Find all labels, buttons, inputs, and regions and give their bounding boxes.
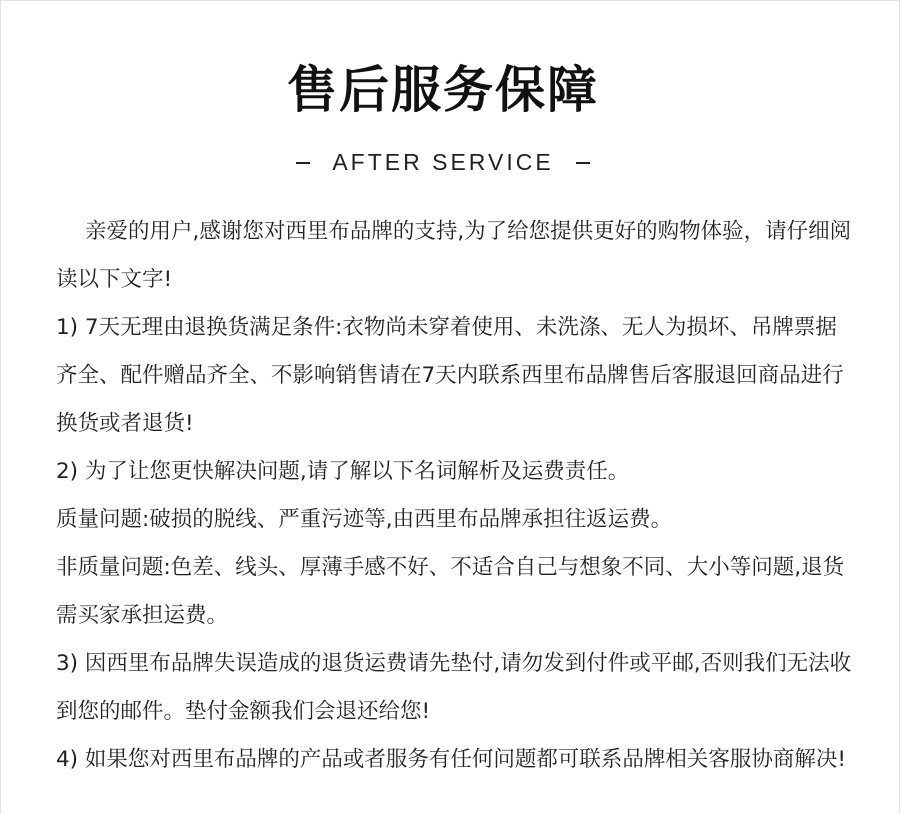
policy-item-2: 2) 为了让您更快解决问题,请了解以下名词解析及运费责任。 <box>56 459 630 484</box>
policy-item-3: 3) 因西里布品牌失误造成的退货运费请先垫付,请勿发到付件或平邮,否则我们无法收到您的邮件。垫付金额我们会退还给您! <box>56 651 852 724</box>
policy-text <box>56 208 856 784</box>
right-dash-decoration <box>576 162 590 164</box>
page-title: 售后服务保障 <box>287 61 599 119</box>
subtitle-text: AFTER SERVICE <box>332 149 554 175</box>
quality-issue-definition: 质量问题:破损的脱线、严重污迹等,由西里布品牌承担往返运费。 <box>56 507 673 532</box>
policy-item-4: 4) 如果您对西里布品牌的产品或者服务有任何问题都可联系品牌相关客服协商解决! <box>56 747 847 772</box>
non-quality-issue-definition: 非质量问题:色差、线头、厚薄手感不好、不适合自己与想象不同、大小等问题,退货需买家承担运费。 <box>56 555 845 628</box>
left-dash-decoration <box>296 162 310 164</box>
policy-item-1: 1) 7天无理由退换货满足条件:衣物尚未穿着使用、未洗涤、无人为损坏、吊牌票据齐全、配件赠品齐全、不影响销售请在7天内联系西里布品牌售后客服退回商品进行换货或者退货! <box>56 315 844 436</box>
intro-paragraph: 亲爱的用户,感谢您对西里布品牌的支持,为了给您提供更好的购物体验，请仔细阅读以下文字! <box>56 219 852 292</box>
page-subtitle <box>0 148 886 176</box>
